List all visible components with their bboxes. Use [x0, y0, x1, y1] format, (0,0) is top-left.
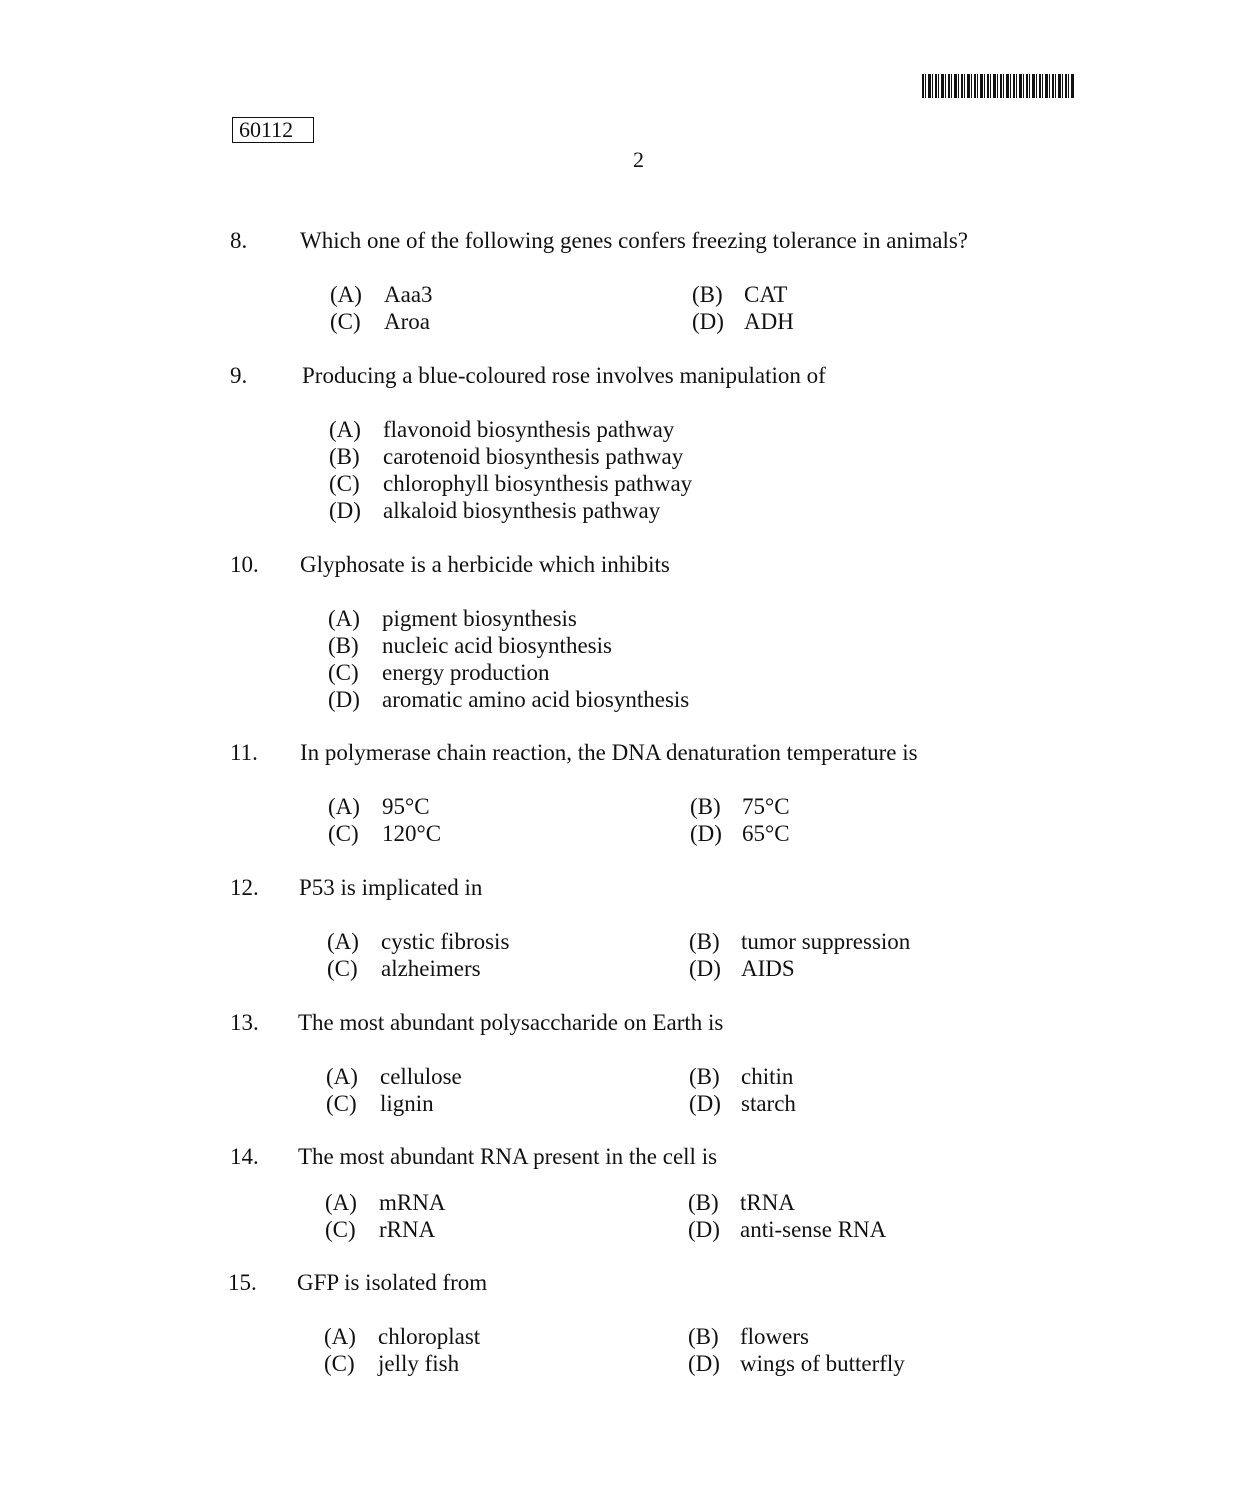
option-d: (D) ADH: [692, 309, 794, 334]
option-d: (D) wings of butterfly: [688, 1351, 905, 1376]
option-c: (C) lignin: [326, 1091, 434, 1116]
option-a: (A) pigment biosynthesis: [328, 606, 577, 631]
question-number: 9.: [230, 363, 248, 388]
option-a: (A) mRNA: [325, 1190, 446, 1215]
question-text: The most abundant RNA present in the cell is: [298, 1144, 718, 1169]
option-d: (D) anti-sense RNA: [688, 1217, 887, 1242]
option-a: (A) 95°C: [328, 794, 430, 819]
page-number: 2: [633, 147, 644, 172]
option-d: (D) aromatic amino acid biosynthesis: [328, 687, 690, 712]
option-d: (D) starch: [689, 1091, 796, 1116]
option-a: (A) chloroplast: [324, 1324, 481, 1349]
question-text: Glyphosate is a herbicide which inhibits: [300, 552, 670, 577]
question-number: 14.: [230, 1144, 259, 1169]
option-b: (B) 75°C: [690, 794, 790, 819]
option-c: (C) Aroa: [330, 309, 430, 334]
question-number: 11.: [230, 740, 258, 765]
option-a: (A) cystic fibrosis: [327, 929, 510, 954]
option-a: (A) flavonoid biosynthesis pathway: [329, 417, 675, 442]
question-number: 15.: [228, 1270, 257, 1295]
option-b: (B) tRNA: [688, 1190, 795, 1215]
barcode: [922, 74, 1074, 98]
question-number: 13.: [230, 1010, 259, 1035]
option-d: (D) alkaloid biosynthesis pathway: [329, 498, 661, 523]
option-d: (D) AIDS: [689, 956, 795, 981]
question-text: Producing a blue-coloured rose involves manipulation of: [302, 363, 826, 388]
option-b: (B) CAT: [692, 282, 788, 307]
option-a: (A) Aaa3: [330, 282, 433, 307]
question-text: The most abundant polysaccharide on Earth is: [298, 1010, 724, 1035]
question-number: 8.: [230, 228, 248, 253]
option-b: (B) tumor suppression: [689, 929, 911, 954]
option-b: (B) chitin: [689, 1064, 794, 1089]
question-text: Which one of the following genes confers freezing tolerance in animals?: [300, 228, 969, 253]
option-b: (B) nucleic acid biosynthesis: [328, 633, 612, 658]
question-text: GFP is isolated from: [297, 1270, 488, 1295]
option-c: (C) rRNA: [325, 1217, 436, 1242]
question-number: 10.: [230, 552, 259, 577]
option-c: (C) alzheimers: [327, 956, 481, 981]
option-c: (C) jelly fish: [324, 1351, 460, 1376]
option-c: (C) energy production: [328, 660, 550, 685]
question-text: P53 is implicated in: [299, 875, 483, 900]
option-c: (C) chlorophyll biosynthesis pathway: [329, 471, 693, 496]
question-text: In polymerase chain reaction, the DNA denaturation temperature is: [300, 740, 918, 765]
option-b: (B) flowers: [688, 1324, 809, 1349]
option-d: (D) 65°C: [690, 821, 790, 846]
option-b: (B) carotenoid biosynthesis pathway: [329, 444, 684, 469]
question-number: 12.: [230, 875, 259, 900]
option-c: (C) 120°C: [328, 821, 442, 846]
paper-code: 60112: [232, 117, 314, 143]
option-a: (A) cellulose: [326, 1064, 462, 1089]
